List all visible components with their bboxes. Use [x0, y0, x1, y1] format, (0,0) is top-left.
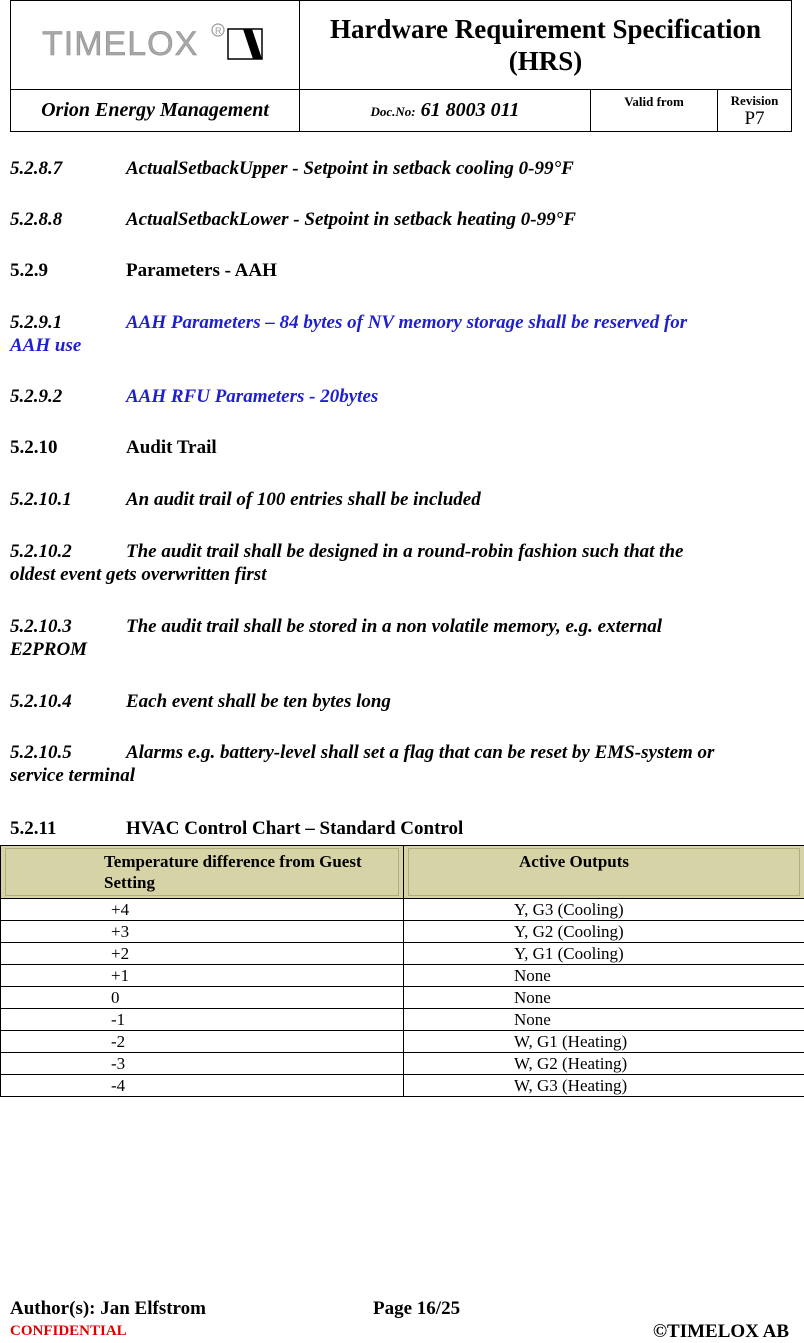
- valid-from: Valid from: [591, 90, 718, 132]
- heading-5-2-10: 5.2.10 Audit Trail: [10, 436, 795, 459]
- doc-number-label: Doc.No:: [370, 104, 415, 119]
- table-row: +4 Y, G3 (Cooling): [1, 899, 804, 921]
- revision-label: Revision: [731, 93, 779, 108]
- logo-text: TIMELOX: [42, 25, 198, 63]
- table-header-temperature: Temperature difference from Guest Setting: [1, 846, 404, 899]
- revision: [718, 90, 792, 132]
- table-header-outputs: Active Outputs: [404, 846, 804, 899]
- footer-author: Author(s): Jan Elfstrom: [10, 1298, 790, 1320]
- hvac-control-table: [0, 845, 804, 1097]
- footer-copyright: ©TIMELOX AB: [653, 1321, 789, 1343]
- section-5-2-8-7: 5.2.8.7 ActualSetbackUpper - Setpoint in setback cooling 0-99°F: [10, 157, 795, 180]
- footer-page-number: Page 16/25: [373, 1298, 460, 1320]
- revision-value: P7: [718, 109, 791, 129]
- table-row: -4 W, G3 (Heating): [1, 1075, 804, 1097]
- heading-5-2-11: 5.2.11 HVAC Control Chart – Standard Control: [10, 817, 795, 840]
- section-5-2-10-5: 5.2.10.5 Alarms e.g. battery-level shall set a flag that can be reset by EMS-system or service terminal: [10, 741, 795, 787]
- section-5-2-10-1: 5.2.10.1 An audit trail of 100 entries shall be included: [10, 488, 795, 511]
- table-row: -2 W, G1 (Heating): [1, 1031, 804, 1053]
- svg-text:R: R: [215, 26, 222, 36]
- doc-number-value: 61 8003 011: [421, 99, 520, 121]
- section-5-2-9-2: 5.2.9.2 AAH RFU Parameters - 20bytes: [10, 385, 795, 408]
- table-row: -1 None: [1, 1009, 804, 1031]
- organization-name: Orion Energy Management: [11, 90, 300, 132]
- table-row: +3 Y, G2 (Cooling): [1, 921, 804, 943]
- section-5-2-8-8: 5.2.8.8 ActualSetbackLower - Setpoint in setback heating 0-99°F: [10, 208, 795, 231]
- document-title: Hardware Requirement Specification (HRS): [300, 1, 792, 90]
- logo: [11, 1, 300, 90]
- table-row: 0 None: [1, 987, 804, 1009]
- section-5-2-10-3: 5.2.10.3 The audit trail shall be stored in a non volatile memory, e.g. external E2PROM: [10, 615, 795, 661]
- section-5-2-9-1: 5.2.9.1 AAH Parameters – 84 bytes of NV memory storage shall be reserved for AAH use: [10, 311, 795, 357]
- table-row: +1 None: [1, 965, 804, 987]
- footer-confidential: CONFIDENTIAL: [10, 1323, 790, 1340]
- section-5-2-10-2: 5.2.10.2 The audit trail shall be designed in a round-robin fashion such that the oldest event gets overwritten first: [10, 540, 795, 586]
- section-5-2-10-4: 5.2.10.4 Each event shall be ten bytes long: [10, 690, 795, 713]
- heading-5-2-9: 5.2.9 Parameters - AAH: [10, 259, 795, 282]
- doc-number: [300, 90, 591, 132]
- document-header: [10, 0, 791, 133]
- timelox-logo: [40, 21, 270, 65]
- table-row: +2 Y, G1 (Cooling): [1, 943, 804, 965]
- table-row: -3 W, G2 (Heating): [1, 1053, 804, 1075]
